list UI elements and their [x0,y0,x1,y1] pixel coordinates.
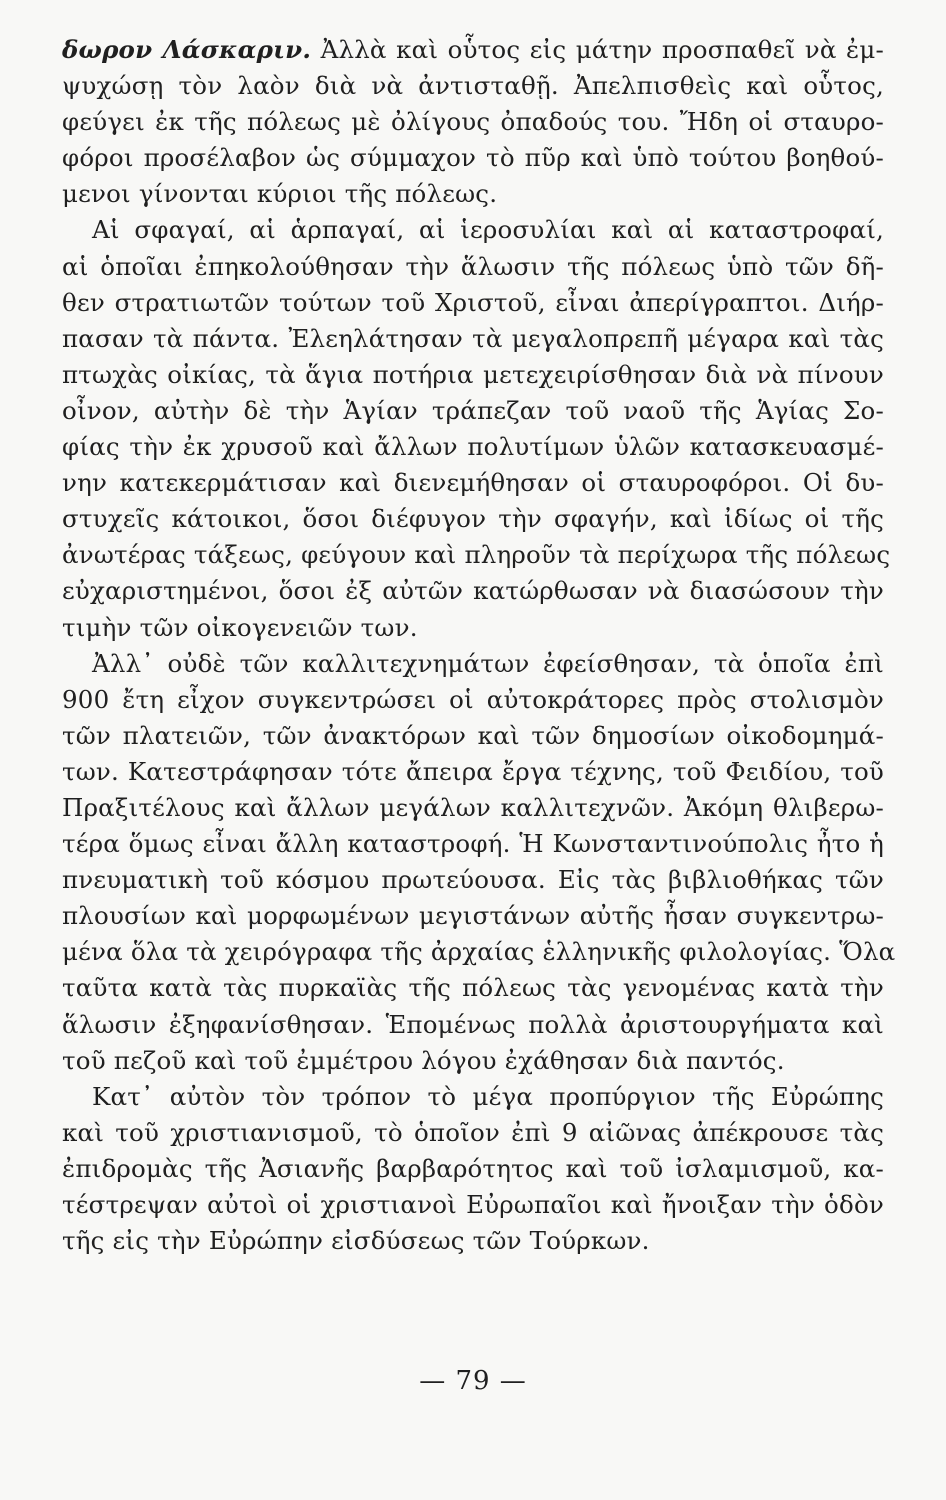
text-line: μένα ὅλα τὰ χειρόγραφα τῆς ἀρχαίας ἑλληνικῆς φιλολογίας. Ὅλα [62,937,896,967]
text-line: πασαν τὰ πάντα. Ἐλεηλάτησαν τὰ μεγαλοπρεπῆ μέγαρα καὶ τὰς [62,323,884,353]
text-line: Πραξιτέλους καὶ ἄλλων μεγάλων καλλιτεχνῶν. Ἀκόμη θλιβερω- [62,792,884,822]
text-line: ἀνωτέρας τάξεως, φεύγουν καὶ πληροῦν τὰ περίχωρα τῆς πόλεως [62,540,891,570]
text-line: ἅλωσιν ἐξηφανίσθησαν. Ἑπομένως πολλὰ ἀριστουργήματα καὶ [62,1009,884,1039]
text-line-1-rest: Ἀλλὰ καὶ οὗτος εἰς μάτην προσπαθεῖ νὰ ἐμ- [311,35,884,64]
text-line: ψυχώσῃ τὸν λαὸν διὰ νὰ ἀντισταθῇ. Ἀπελπισθεὶς καὶ οὗτος, [62,71,884,101]
page-number: — 79 — [419,1366,527,1396]
text-line: θεν στρατιωτῶν τούτων τοῦ Χριστοῦ, εἶναι ἀπερίγραπτοι. Διήρ- [62,287,884,317]
text-line: τέστρεψαν αὐτοὶ οἱ χριστιανοὶ Εὐρωπαῖοι καὶ ἤνοιξαν τὴν ὁδὸν [62,1190,884,1219]
text-line: πλουσίων καὶ μορφωμένων μεγιστάνων αὐτῆς ἦσαν συγκεντρω- [62,901,884,931]
text-line: νην κατεκερμάτισαν καὶ διενεμήθησαν οἱ σταυροφόροι. Οἱ δυ- [62,468,884,498]
text-line: τοῦ πεζοῦ καὶ τοῦ ἐμμέτρου λόγου ἐχάθησαν διὰ παντός. [62,1045,785,1075]
text-line: τῶν πλατειῶν, τῶν ἀνακτόρων καὶ τῶν δημοσίων οἰκοδομημά- [62,720,884,750]
text-line: πτωχὰς οἰκίας, τὰ ἅγια ποτήρια μετεχειρίσθησαν διὰ νὰ πίνουν [62,359,884,389]
text-line: πνευματικὴ τοῦ κόσμου πρωτεύουσα. Εἰς τὰς βιβλιοθήκας τῶν [62,865,884,895]
text-line: τῆς εἰς τὴν Εὐρώπην εἰσδύσεως τῶν Τούρκων. [62,1226,650,1256]
text-line: φίας τὴν ἐκ χρυσοῦ καὶ ἄλλων πολυτίμων ὑλῶν κατασκευασμέ- [62,432,884,462]
text-line: τιμὴν τῶν οἰκογενειῶν των. [62,612,418,642]
text-line: μενοι γίνονται κύριοι τῆς πόλεως. [62,179,498,209]
text-line: 900 ἔτη εἶχον συγκεντρώσει οἱ αὐτοκράτορες πρὸς στολισμὸν [62,684,884,714]
text-line: φόροι προσέλαβον ὡς σύμμαχον τὸ πῦρ καὶ ὑπὸ τούτου βοηθού- [62,143,884,173]
text-line: καὶ τοῦ χριστιανισμοῦ, τὸ ὁποῖον ἐπὶ 9 αἰῶνας ἀπέκρουσε τὰς [62,1117,884,1147]
text-line: αἱ ὁποῖαι ἐπηκολούθησαν τὴν ἅλωσιν τῆς πόλεως ὑπὸ τῶν δῆ- [62,251,884,281]
text-line: των. Κατεστράφησαν τότε ἄπειρα ἔργα τέχνης, τοῦ Φειδίου, τοῦ [62,756,884,786]
text-line: ταῦτα κατὰ τὰς πυρκαϊὰς τῆς πόλεως τὰς γενομένας κατὰ τὴν [62,973,884,1003]
text-line: ἐπιδρομὰς τῆς Ἀσιανῆς βαρβαρότητος καὶ τοῦ ἰσλαμισμοῦ, κα- [62,1153,884,1183]
text-line: Ἀλλ᾽ οὐδὲ τῶν καλλιτεχνημάτων ἐφείσθησαν, τὰ ὁποῖα ἐπὶ [92,648,884,678]
text-line: εὐχαριστημένοι, ὅσοι ἐξ αὐτῶν κατώρθωσαν νὰ διασώσουν τὴν [62,576,884,606]
body-text [62,32,896,1259]
text-line: οἶνον, αὐτὴν δὲ τὴν Ἁγίαν τράπεζαν τοῦ ναοῦ τῆς Ἁγίας Σο- [62,395,884,425]
text-line-1 [62,32,884,68]
text-line: τέρα ὅμως εἶναι ἄλλη καταστροφή. Ἡ Κωνσταντινούπολις ἦτο ἡ [62,829,884,859]
text-line: φεύγει ἐκ τῆς πόλεως μὲ ὀλίγους ὀπαδούς του. Ἤδη οἱ σταυρο- [62,107,884,137]
lead-emphasis: δωρον Λάσκαριν. [62,35,312,64]
text-line: στυχεῖς κάτοικοι, ὅσοι διέφυγον τὴν σφαγήν, καὶ ἰδίως οἱ τῆς [62,504,884,534]
text-line: Αἱ σφαγαί, αἱ ἁρπαγαί, αἱ ἱεροσυλίαι καὶ αἱ καταστροφαί, [92,215,884,245]
text-line: Κατ᾽ αὐτὸν τὸν τρόπον τὸ μέγα προπύργιον τῆς Εὐρώπης [92,1081,884,1111]
